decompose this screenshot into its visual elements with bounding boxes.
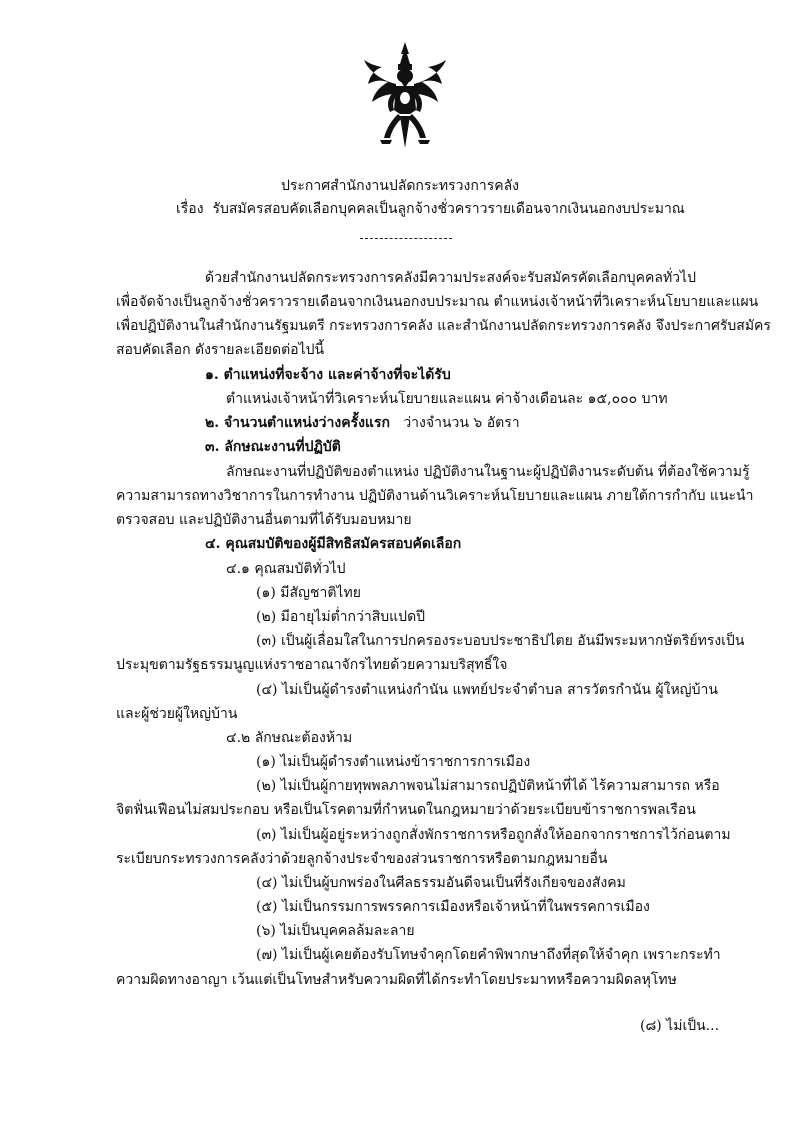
prohibition-item: (๔) ไม่เป็นผู้บกพร่องในศีลธรรมอันดีจนเป็นที่รังเกียจของสังคม (256, 875, 626, 891)
subject-text: รับสมัครสอบคัดเลือกบุคคลเป็นลูกจ้างชั่วคราวรายเดือนจากเงินนอกงบประมาณ (212, 201, 685, 217)
intro-line: ด้วยสำนักงานปลัดกระทรวงการคลังมีความประสงค์จะรับสมัครคัดเลือกบุคคลทั่วไป (205, 270, 696, 286)
prohibition-item-cont: ความผิดทางอาญา เว้นแต่เป็นโทษสำหรับความผิดที่ได้กระทำโดยประมาทหรือความผิดลหุโทษ (116, 972, 677, 988)
prohibition-item: (๒) ไม่เป็นผู้กายทุพพลภาพจนไม่สามารถปฏิบัติหน้าที่ได้ ไร้ความสามารถ หรือ (256, 778, 720, 794)
section4-heading: ๔. คุณสมบัติของผู้มีสิทธิสมัครสอบคัดเลือก (205, 536, 462, 552)
section2-text: ว่างจำนวน ๖ อัตรา (403, 415, 520, 431)
intro-line: สอบคัดเลือก ดังรายละเอียดต่อไปนี้ (116, 342, 325, 358)
prohibition-item: (๗) ไม่เป็นผู้เคยต้องรับโทษจำคุกโดยคำพิพากษาถึงที่สุดให้จำคุก เพราะกระทำ (256, 947, 721, 963)
qualification-item: (๑) มีสัญชาติไทย (256, 585, 361, 601)
section3-line: ตรวจสอบ และปฏิบัติงานอื่นตามที่ได้รับมอบหมาย (116, 512, 412, 528)
qualifications-general-heading: ๔.๑ คุณสมบัติทั่วไป (226, 561, 346, 577)
prohibition-item: (๕) ไม่เป็นกรรมการพรรคการเมืองหรือเจ้าหน้าที่ในพรรคการเมือง (256, 899, 650, 915)
subject-label: เรื่อง (176, 201, 204, 217)
intro-line: เพื่อจัดจ้างเป็นลูกจ้างชั่วคราวรายเดือนจากเงินนอกงบประมาณ ตำแหน่งเจ้าหน้าที่วิเคราะห์นโยบายและแผน (116, 294, 759, 310)
garuda-emblem-icon (360, 40, 450, 150)
section1-heading: ๑. ตำแหน่งที่จะจ้าง และค่าจ้างที่จะได้รับ (205, 367, 451, 383)
announcement-title: ประกาศสำนักงานปลัดกระทรวงการคลัง (280, 178, 520, 194)
intro-line: เพื่อปฏิบัติงานในสำนักงานรัฐมนตรี กระทรวงการคลัง และสำนักงานปลัดกระทรวงการคลัง จึงประกาศรับสมัคร (116, 318, 771, 334)
qualification-item-cont: และผู้ช่วยผู้ใหญ่บ้าน (116, 706, 238, 722)
prohibition-item: (๖) ไม่เป็นบุคคลล้มละลาย (256, 923, 415, 939)
title-divider (360, 238, 452, 239)
page-continuation: (๘) ไม่เป็น... (640, 1018, 720, 1034)
section2-line (205, 413, 520, 433)
prohibitions-heading: ๔.๒ ลักษณะต้องห้าม (226, 730, 353, 746)
qualification-item: (๒) มีอายุไม่ต่ำกว่าสิบแปดปี (256, 609, 426, 625)
section3-line: ความสามารถทางวิชาการในการทำงาน ปฏิบัติงานด้านวิเคราะห์นโยบายและแผน ภายใต้การกำกับ แนะนำ (116, 488, 754, 504)
prohibition-item: (๓) ไม่เป็นผู้อยู่ระหว่างถูกสั่งพักราชการหรือถูกสั่งให้ออกจากราชการไว้ก่อนตาม (256, 827, 731, 843)
qualification-item-cont: ประมุขตามรัฐธรรมนูญแห่งราชอาณาจักรไทยด้วยความบริสุทธิ์ใจ (116, 657, 508, 673)
qualification-item: (๓) เป็นผู้เลื่อมใสในการปกครองระบอบประชาธิปไตย อันมีพระมหากษัตริย์ทรงเป็น (256, 633, 745, 649)
section3-heading: ๓. ลักษณะงานที่ปฏิบัติ (205, 439, 341, 455)
prohibition-item-cont: ระเบียบกระทรวงการคลังว่าด้วยลูกจ้างประจำของส่วนราชการหรือตามกฎหมายอื่น (116, 851, 608, 867)
prohibition-item-cont: จิตฟั่นเฟือนไม่สมประกอบ หรือเป็นโรคตามที่กำหนดในกฎหมายว่าด้วยระเบียบข้าราชการพลเรือน (116, 802, 696, 818)
section3-line: ลักษณะงานที่ปฏิบัติของตำแหน่ง ปฏิบัติงานในฐานะผู้ปฏิบัติงานระดับต้น ที่ต้องใช้ความรู้ (226, 464, 750, 480)
prohibition-item: (๑) ไม่เป็นผู้ดำรงตำแหน่งข้าราชการการเมือง (256, 754, 531, 770)
section2-heading: ๒. จำนวนตำแหน่งว่างครั้งแรก (205, 415, 390, 431)
qualification-item: (๔) ไม่เป็นผู้ดำรงตำแหน่งกำนัน แพทย์ประจำตำบล สารวัตรกำนัน ผู้ใหญ่บ้าน (256, 682, 718, 698)
subject-line (176, 199, 685, 219)
section1-text: ตำแหน่งเจ้าหน้าที่วิเคราะห์นโยบายและแผน ค่าจ้างเดือนละ ๑๕,๐๐๐ บาท (226, 391, 668, 407)
